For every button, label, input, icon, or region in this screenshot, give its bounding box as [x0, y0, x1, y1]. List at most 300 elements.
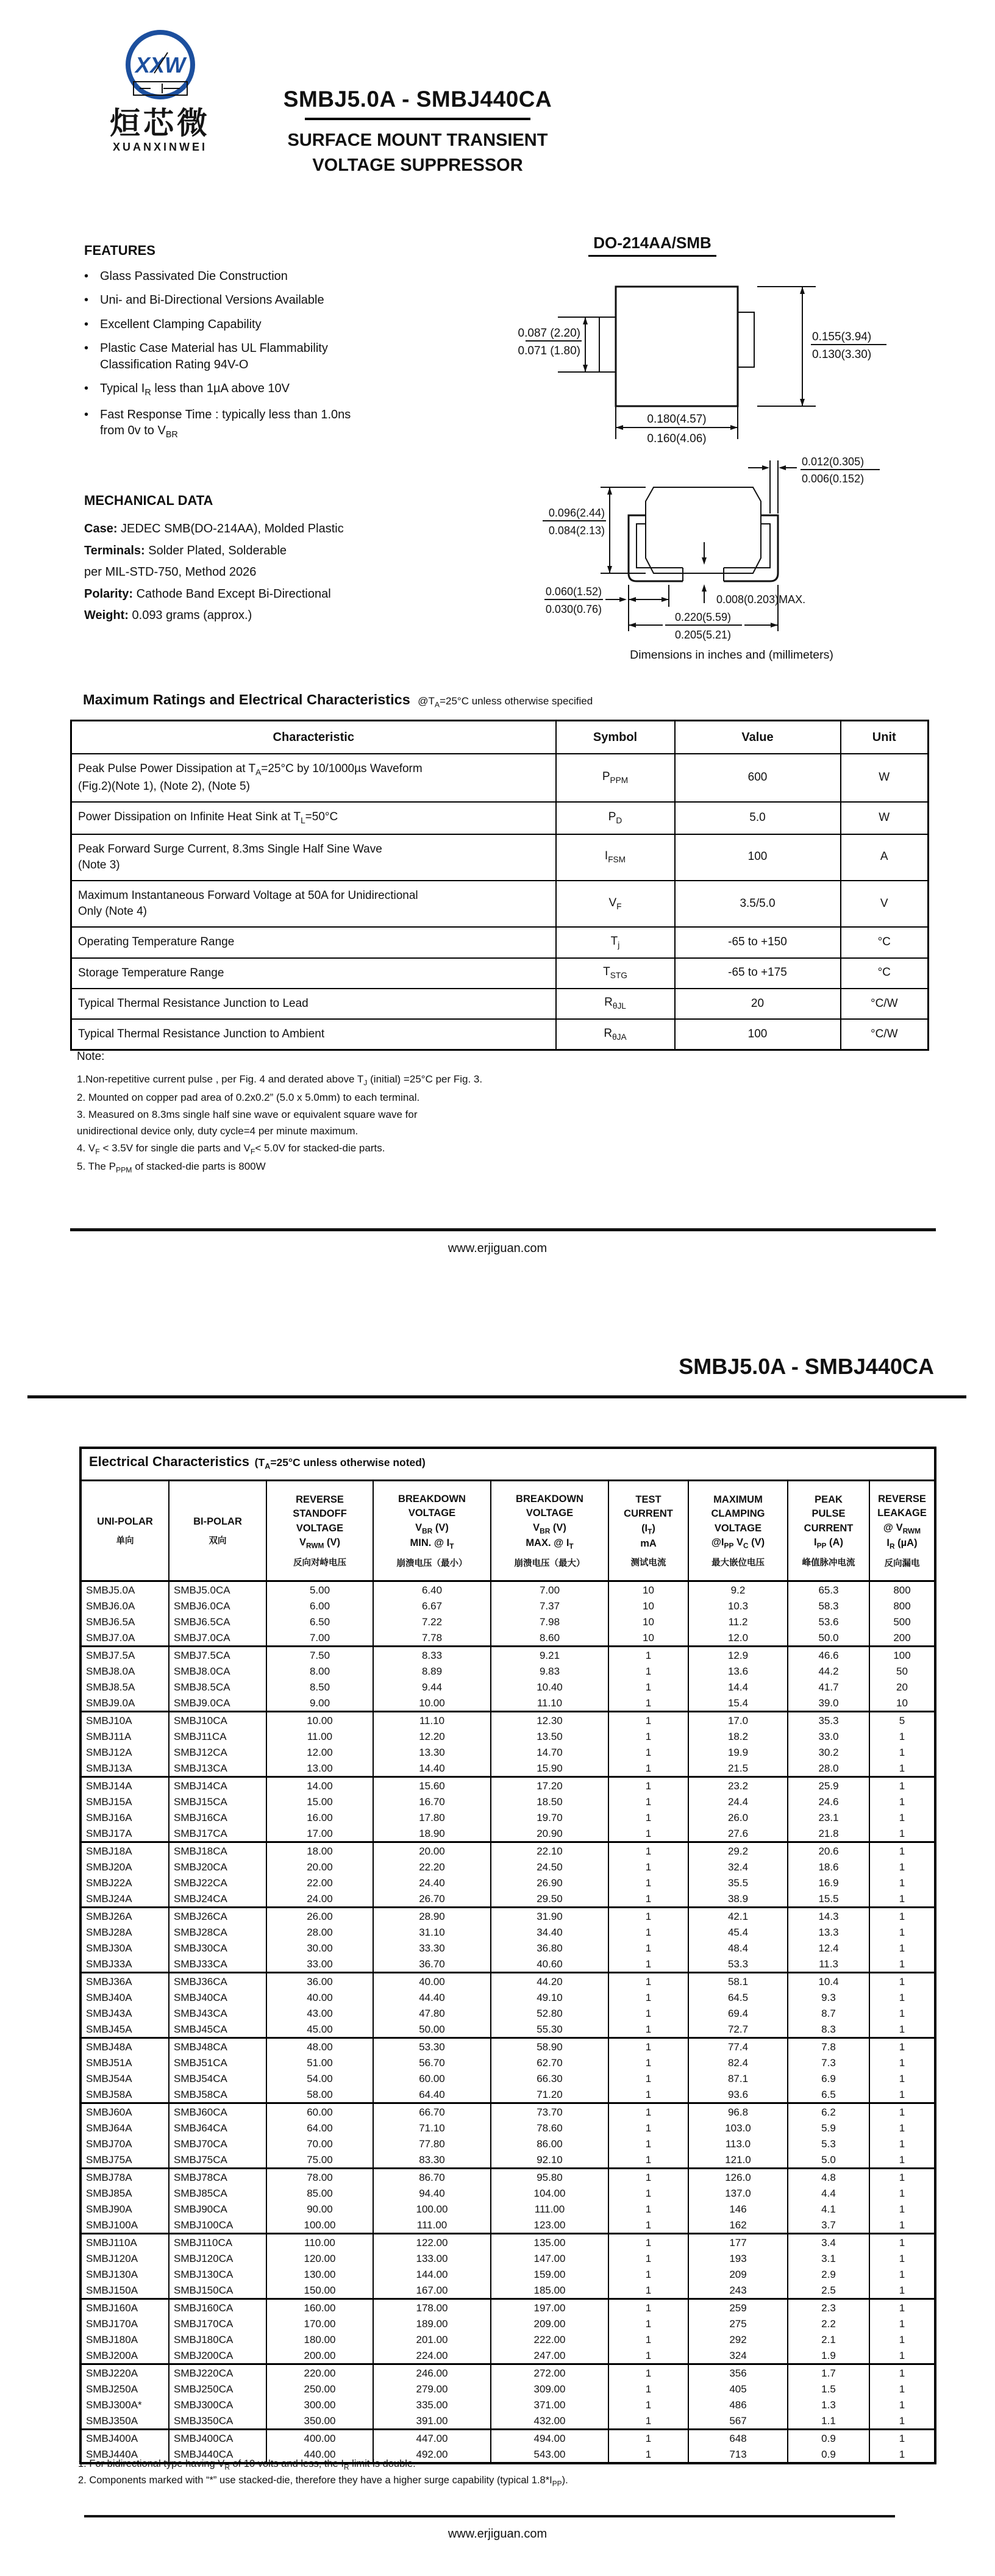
cell-value: 1 — [608, 1940, 688, 1956]
cell-bi-polar: SMBJ54CA — [169, 2070, 266, 2086]
cell-bi-polar: SMBJ16CA — [169, 1809, 266, 1825]
table-row — [80, 2201, 935, 2217]
cell-value: 69.4 — [688, 2005, 788, 2021]
table-row — [80, 2185, 935, 2201]
svg-text:XXW: XXW — [135, 52, 185, 77]
cell-value: 10.00 — [266, 1712, 373, 1729]
cell-value: 5.9 — [788, 2120, 869, 2136]
cell-bi-polar: SMBJ10CA — [169, 1712, 266, 1729]
feature-item: • Uni- and Bi-Directional Versions Available — [84, 292, 426, 308]
cell-value: 1 — [608, 2201, 688, 2217]
cell-value: 1 — [869, 1924, 935, 1940]
cell-value: 543.00 — [491, 2446, 608, 2463]
cell-uni-polar: SMBJ54A — [80, 2070, 169, 2086]
cell-value: 18.90 — [373, 1825, 491, 1842]
page2-header-rule — [27, 1395, 966, 1398]
cell-value: 1 — [608, 1777, 688, 1794]
footnote: 2. Components marked with “*” use stacked-die, therefore they have a higher surge capability (typical $1.8*I_{PP}$). — [78, 2474, 568, 2488]
cell-bi-polar: SMBJ45CA — [169, 2021, 266, 2038]
cell-value: 43.00 — [266, 2005, 373, 2021]
table-row — [80, 1842, 935, 1859]
cell-uni-polar: SMBJ120A — [80, 2250, 169, 2266]
dim-lead-den: 0.006(0.152) — [802, 473, 865, 485]
table-row — [80, 2086, 935, 2103]
cell-value: 1 — [869, 2070, 935, 2086]
cell-value: 53.3 — [688, 1956, 788, 1973]
cell-uni-polar: SMBJ440A — [80, 2446, 169, 2463]
cell-value: 33.30 — [373, 1940, 491, 1956]
cell-value: 93.6 — [688, 2086, 788, 2103]
cell-value: 1 — [869, 2201, 935, 2217]
cell-value: 1 — [869, 1809, 935, 1825]
website-footer-1: www.erjiguan.com — [448, 1242, 547, 1255]
cell-value: 1 — [608, 2266, 688, 2282]
cell-value: 1 — [608, 1989, 688, 2005]
table-row — [80, 1728, 935, 1744]
cell-symbol: $R_{\theta JL}$ — [556, 989, 675, 1019]
cell-value: 1 — [608, 1663, 688, 1679]
page-title: SMBJ5.0A - SMBJ440CA — [283, 87, 552, 112]
cell-value: 50.00 — [373, 2021, 491, 2038]
cell-uni-polar: SMBJ7.5A — [80, 1647, 169, 1664]
dim-overall-den: 0.205(5.21) — [674, 629, 732, 641]
cell-value: 2.2 — [788, 2316, 869, 2331]
cell-characteristic: Storage Temperature Range — [71, 958, 556, 989]
cell-uni-polar: SMBJ170A — [80, 2316, 169, 2331]
cell-value: 9.3 — [788, 1989, 869, 2005]
cell-value: 36.00 — [266, 1973, 373, 1990]
cell-bi-polar: SMBJ9.0CA — [169, 1695, 266, 1712]
cell-characteristic: Typical Thermal Resistance Junction to Ambient — [71, 1019, 556, 1050]
cell-value: 1 — [608, 2185, 688, 2201]
cell-uni-polar: SMBJ400A — [80, 2430, 169, 2447]
cell-value: 100 — [675, 1019, 841, 1050]
cell-value: 1 — [608, 2103, 688, 2120]
cell-value: 1 — [608, 2169, 688, 2186]
cell-value: 83.30 — [373, 2152, 491, 2169]
cell-uni-polar: SMBJ48A — [80, 2038, 169, 2055]
cell-value: 14.40 — [373, 1760, 491, 1777]
cell-value: 96.8 — [688, 2103, 788, 2120]
cell-bi-polar: SMBJ70CA — [169, 2136, 266, 2152]
cell-value: 64.5 — [688, 1989, 788, 2005]
cell-value: 1 — [608, 1760, 688, 1777]
table-row — [80, 1956, 935, 1973]
cell-value: 1.3 — [788, 2397, 869, 2413]
note-section — [77, 1050, 674, 1176]
cell-value: 48.4 — [688, 1940, 788, 1956]
cell-value: 26.0 — [688, 1809, 788, 1825]
table-row — [80, 2169, 935, 2186]
cell-value: 8.00 — [266, 1663, 373, 1679]
electrical-characteristics-table — [79, 1447, 936, 2464]
cell-value: 13.3 — [788, 1924, 869, 1940]
cell-value: 309.00 — [491, 2381, 608, 2397]
cell-value: 178.00 — [373, 2299, 491, 2316]
cell-uni-polar: SMBJ26A — [80, 1908, 169, 1925]
cell-value: 197.00 — [491, 2299, 608, 2316]
cell-uni-polar: SMBJ28A — [80, 1924, 169, 1940]
cell-value: 193 — [688, 2250, 788, 2266]
cell-bi-polar: SMBJ75CA — [169, 2152, 266, 2169]
cell-value: 71.20 — [491, 2086, 608, 2103]
table-row — [80, 1891, 935, 1908]
cell-value: 170.00 — [266, 2316, 373, 2331]
cell-bi-polar: SMBJ40CA — [169, 1989, 266, 2005]
cell-value: 1 — [869, 2316, 935, 2331]
cell-bi-polar: SMBJ350CA — [169, 2413, 266, 2430]
cell-bi-polar: SMBJ7.0CA — [169, 1630, 266, 1647]
cell-bi-polar: SMBJ58CA — [169, 2086, 266, 2103]
cell-bi-polar: SMBJ170CA — [169, 2316, 266, 2331]
dim-standoff: 0.008(0.203)MAX. — [716, 593, 806, 606]
cell-value: 1 — [869, 1794, 935, 1809]
table-row — [80, 1859, 935, 1875]
cell-bi-polar: SMBJ15CA — [169, 1794, 266, 1809]
cell-value: 1 — [869, 1956, 935, 1973]
cell-value: 1.7 — [788, 2364, 869, 2381]
table-row — [80, 1973, 935, 1990]
cell-value: 123.00 — [491, 2217, 608, 2234]
cell-characteristic: Maximum Instantaneous Forward Voltage at 50A for Unidirectional Only (Note 4) — [71, 881, 556, 927]
cell-bi-polar: SMBJ6.0CA — [169, 1598, 266, 1614]
table-row — [71, 754, 929, 802]
cell-value: 1 — [608, 2070, 688, 2086]
cell-value: 100.00 — [373, 2201, 491, 2217]
dim-body-den: 0.084(2.13) — [548, 524, 605, 537]
cell-value: 8.7 — [788, 2005, 869, 2021]
cell-value: 1 — [869, 1859, 935, 1875]
cell-value: 3.7 — [788, 2217, 869, 2234]
mechanical-lines — [84, 518, 438, 627]
cell-value: 24.4 — [688, 1794, 788, 1809]
cell-uni-polar: SMBJ110A — [80, 2234, 169, 2251]
cell-value: 1 — [869, 2266, 935, 2282]
cell-uni-polar: SMBJ160A — [80, 2299, 169, 2316]
cell-value: 300.00 — [266, 2397, 373, 2413]
cell-value: 1 — [608, 2120, 688, 2136]
cell-value: 25.9 — [788, 1777, 869, 1794]
cell-value: 0.9 — [788, 2430, 869, 2447]
cell-value: 1.9 — [788, 2347, 869, 2364]
cell-value: 21.5 — [688, 1760, 788, 1777]
cell-value: 250.00 — [266, 2381, 373, 2397]
cell-value: 292 — [688, 2331, 788, 2347]
cell-bi-polar: SMBJ64CA — [169, 2120, 266, 2136]
cell-value: 1 — [608, 1712, 688, 1729]
cell-value: 22.10 — [491, 1842, 608, 1859]
cell-value: 64.00 — [266, 2120, 373, 2136]
cell-value: -65 to +150 — [675, 927, 841, 957]
cell-value: 60.00 — [373, 2070, 491, 2086]
cell-value: 11.2 — [688, 1614, 788, 1630]
cell-value: 1 — [869, 2103, 935, 2120]
cell-value: 5 — [869, 1712, 935, 1729]
cell-bi-polar: SMBJ300CA — [169, 2397, 266, 2413]
table-row — [80, 2038, 935, 2055]
cell-bi-polar: SMBJ7.5CA — [169, 1647, 266, 1664]
dim-height-den: 0.130(3.30) — [812, 348, 872, 361]
cell-bi-polar: SMBJ28CA — [169, 1924, 266, 1940]
cell-bi-polar: SMBJ78CA — [169, 2169, 266, 2186]
cell-value: 247.00 — [491, 2347, 608, 2364]
cell-unit: °C/W — [841, 1019, 929, 1050]
mechanical-line: Polarity: Cathode Band Except Bi-Directional — [84, 587, 331, 601]
cell-uni-polar: SMBJ78A — [80, 2169, 169, 2186]
cell-bi-polar: SMBJ100CA — [169, 2217, 266, 2234]
cell-value: 28.90 — [373, 1908, 491, 1925]
cell-value: 120.00 — [266, 2250, 373, 2266]
cell-value: 1 — [869, 1744, 935, 1760]
cell-bi-polar: SMBJ130CA — [169, 2266, 266, 2282]
note-item: 2. Mounted on copper pad area of 0.2x0.2” (5.0 x 5.0mm) to each terminal. — [77, 1092, 420, 1104]
table-row — [80, 2234, 935, 2251]
cell-value: 1 — [869, 1973, 935, 1990]
title-underline — [305, 118, 530, 120]
cell-value: 8.50 — [266, 1679, 373, 1695]
cell-value: 30.2 — [788, 1744, 869, 1760]
cell-value: 1 — [869, 2413, 935, 2430]
table-row — [71, 927, 929, 957]
cell-value: 440.00 — [266, 2446, 373, 2463]
cell-value: 1 — [608, 2136, 688, 2152]
cell-value: 31.90 — [491, 1908, 608, 1925]
cell-value: 800 — [869, 1581, 935, 1598]
table-row — [80, 1663, 935, 1679]
cell-value: 28.00 — [266, 1924, 373, 1940]
cell-value: 432.00 — [491, 2413, 608, 2430]
table-row — [80, 1875, 935, 1891]
cell-value: 200 — [869, 1630, 935, 1647]
dim-tab-num: 0.087 (2.20) — [518, 327, 580, 340]
cell-value: 1 — [869, 2169, 935, 2186]
cell-value: 35.5 — [688, 1875, 788, 1891]
cell-bi-polar: SMBJ150CA — [169, 2282, 266, 2299]
cell-value: 23.2 — [688, 1777, 788, 1794]
cell-value: 10 — [608, 1581, 688, 1598]
table-row — [80, 2103, 935, 2120]
cell-value: 33.00 — [266, 1956, 373, 1973]
cell-value: 5.3 — [788, 2136, 869, 2152]
cell-value: 1 — [869, 1891, 935, 1908]
cell-bi-polar: SMBJ48CA — [169, 2038, 266, 2055]
cell-value: 1.1 — [788, 2413, 869, 2430]
bullet-icon: • — [84, 381, 89, 395]
cell-value: 66.30 — [491, 2070, 608, 2086]
cell-value: 13.6 — [688, 1663, 788, 1679]
cell-bi-polar: SMBJ85CA — [169, 2185, 266, 2201]
cell-value: 7.3 — [788, 2055, 869, 2070]
ratings-title: Maximum Ratings and Electrical Characteristics — [83, 692, 410, 707]
cell-value: 16.9 — [788, 1875, 869, 1891]
cell-value: 3.1 — [788, 2250, 869, 2266]
table-row — [80, 1760, 935, 1777]
table-row — [80, 1989, 935, 2005]
cell-bi-polar: SMBJ26CA — [169, 1908, 266, 1925]
cell-value: 5.0 — [788, 2152, 869, 2169]
cell-value: 1 — [869, 2397, 935, 2413]
cell-symbol: $P_{PPM}$ — [556, 754, 675, 802]
cell-value: 19.9 — [688, 1744, 788, 1760]
cell-value: 85.00 — [266, 2185, 373, 2201]
cell-value: 1 — [869, 2364, 935, 2381]
cell-bi-polar: SMBJ13CA — [169, 1760, 266, 1777]
cell-value: 1 — [608, 2381, 688, 2397]
cell-uni-polar: SMBJ250A — [80, 2381, 169, 2397]
cell-value: 3.5/5.0 — [675, 881, 841, 927]
cell-value: 1 — [608, 1842, 688, 1859]
cell-value: 1 — [608, 1875, 688, 1891]
cell-value: 2.1 — [788, 2331, 869, 2347]
cell-value: 53.6 — [788, 1614, 869, 1630]
table-row — [80, 2070, 935, 2086]
cell-uni-polar: SMBJ22A — [80, 1875, 169, 1891]
cell-value: 1 — [608, 1908, 688, 1925]
cell-value: 90.00 — [266, 2201, 373, 2217]
page-divider-line-2 — [84, 2515, 895, 2517]
cell-value: 185.00 — [491, 2282, 608, 2299]
cell-value: 1 — [608, 1695, 688, 1712]
cell-value: 17.0 — [688, 1712, 788, 1729]
cell-uni-polar: SMBJ5.0A — [80, 1581, 169, 1598]
cell-value: 5.00 — [266, 1581, 373, 1598]
table-row — [80, 1744, 935, 1760]
cell-value: 27.6 — [688, 1825, 788, 1842]
cell-symbol: $P_D$ — [556, 802, 675, 834]
cell-bi-polar: SMBJ30CA — [169, 1940, 266, 1956]
cell-value: 279.00 — [373, 2381, 491, 2397]
cell-value: 20 — [675, 989, 841, 1019]
feature-item: • Excellent Clamping Capability — [84, 317, 426, 332]
cell-value: 71.10 — [373, 2120, 491, 2136]
cell-value: 1 — [869, 2299, 935, 2316]
table-row — [80, 2299, 935, 2316]
cell-value: 500 — [869, 1614, 935, 1630]
cell-value: 1 — [608, 2152, 688, 2169]
cell-value: 92.10 — [491, 2152, 608, 2169]
cell-uni-polar: SMBJ20A — [80, 1859, 169, 1875]
note-item: 5. The $P_{PPM}$ of stacked-die parts is 800W — [77, 1161, 266, 1175]
table-row — [80, 2430, 935, 2447]
cell-value: 447.00 — [373, 2430, 491, 2447]
cell-bi-polar: SMBJ20CA — [169, 1859, 266, 1875]
cell-bi-polar: SMBJ5.0CA — [169, 1581, 266, 1598]
cell-value: 9.83 — [491, 1663, 608, 1679]
cell-value: 1 — [608, 1859, 688, 1875]
cell-value: 60.00 — [266, 2103, 373, 2120]
cell-uni-polar: SMBJ8.5A — [80, 1679, 169, 1695]
col-characteristic: Characteristic — [71, 721, 556, 754]
cell-bi-polar: SMBJ180CA — [169, 2331, 266, 2347]
cell-value: 86.70 — [373, 2169, 491, 2186]
cell-value: 15.4 — [688, 1695, 788, 1712]
cell-value: 1 — [869, 2055, 935, 2070]
table-row — [80, 2364, 935, 2381]
cell-value: 209.00 — [491, 2316, 608, 2331]
cell-value: 31.10 — [373, 1924, 491, 1940]
cell-value: 1 — [608, 2234, 688, 2251]
table-row — [80, 1581, 935, 1598]
cell-value: 1 — [869, 2250, 935, 2266]
cell-value: 4.1 — [788, 2201, 869, 2217]
cell-value: 20.6 — [788, 1842, 869, 1859]
cell-value: 1 — [869, 2005, 935, 2021]
cell-bi-polar: SMBJ440CA — [169, 2446, 266, 2463]
cell-value: 162 — [688, 2217, 788, 2234]
cell-value: 391.00 — [373, 2413, 491, 2430]
cell-value: 3.4 — [788, 2234, 869, 2251]
page2-header-title: SMBJ5.0A - SMBJ440CA — [679, 1354, 934, 1379]
cell-value: 28.0 — [788, 1760, 869, 1777]
cell-value: 144.00 — [373, 2266, 491, 2282]
cell-value: 113.0 — [688, 2136, 788, 2152]
cell-value: 16.70 — [373, 1794, 491, 1809]
cell-value: 126.0 — [688, 2169, 788, 2186]
cell-value: 111.00 — [373, 2217, 491, 2234]
cell-value: 1 — [869, 1728, 935, 1744]
cell-value: 47.80 — [373, 2005, 491, 2021]
cell-value: 1 — [608, 2299, 688, 2316]
table-row — [71, 881, 929, 927]
cell-value: 1 — [869, 2136, 935, 2152]
cell-value: 94.40 — [373, 2185, 491, 2201]
table-row — [80, 1940, 935, 1956]
table-row — [80, 2266, 935, 2282]
cell-value: 1 — [608, 1679, 688, 1695]
cell-symbol: $V_F$ — [556, 881, 675, 927]
cell-value: 78.60 — [491, 2120, 608, 2136]
cell-value: 1 — [608, 2364, 688, 2381]
cell-value: 1 — [608, 2446, 688, 2463]
bullet-icon: • — [84, 342, 89, 356]
cell-value: 32.4 — [688, 1859, 788, 1875]
cell-symbol: $T_j$ — [556, 927, 675, 957]
column-header: REVERSE STANDOFF VOLTAGE $V_{RWM}$ (V) 反向对峙电压 — [266, 1481, 373, 1581]
dim-height-num: 0.155(3.94) — [812, 331, 872, 343]
cell-value: 1 — [869, 2086, 935, 2103]
cell-value: 44.2 — [788, 1663, 869, 1679]
cell-value: 40.60 — [491, 1956, 608, 1973]
cell-value: 259 — [688, 2299, 788, 2316]
cell-value: 9.00 — [266, 1695, 373, 1712]
table-row — [80, 2316, 935, 2331]
column-header: UNI-POLAR 单向 — [80, 1481, 169, 1581]
cell-value: 58.90 — [491, 2038, 608, 2055]
dim-foot-den: 0.030(0.76) — [545, 603, 602, 615]
table-row — [80, 2217, 935, 2234]
cell-value: 6.50 — [266, 1614, 373, 1630]
cell-unit: °C — [841, 927, 929, 957]
cell-bi-polar: SMBJ33CA — [169, 1956, 266, 1973]
table-row — [80, 1825, 935, 1842]
cell-symbol: $I_{FSM}$ — [556, 834, 675, 881]
cell-value: 55.30 — [491, 2021, 608, 2038]
cell-value: 189.00 — [373, 2316, 491, 2331]
cell-bi-polar: SMBJ120CA — [169, 2250, 266, 2266]
cell-value: 1 — [608, 1973, 688, 1990]
cell-bi-polar: SMBJ8.0CA — [169, 1663, 266, 1679]
cell-value: 34.40 — [491, 1924, 608, 1940]
cell-value: 24.50 — [491, 1859, 608, 1875]
cell-uni-polar: SMBJ8.0A — [80, 1663, 169, 1679]
cell-value: 12.00 — [266, 1744, 373, 1760]
cell-value: 50 — [869, 1663, 935, 1679]
cell-value: 54.00 — [266, 2070, 373, 2086]
cell-value: 17.80 — [373, 1809, 491, 1825]
cell-value: 11.10 — [373, 1712, 491, 1729]
cell-value: 1.5 — [788, 2381, 869, 2397]
cell-bi-polar: SMBJ60CA — [169, 2103, 266, 2120]
